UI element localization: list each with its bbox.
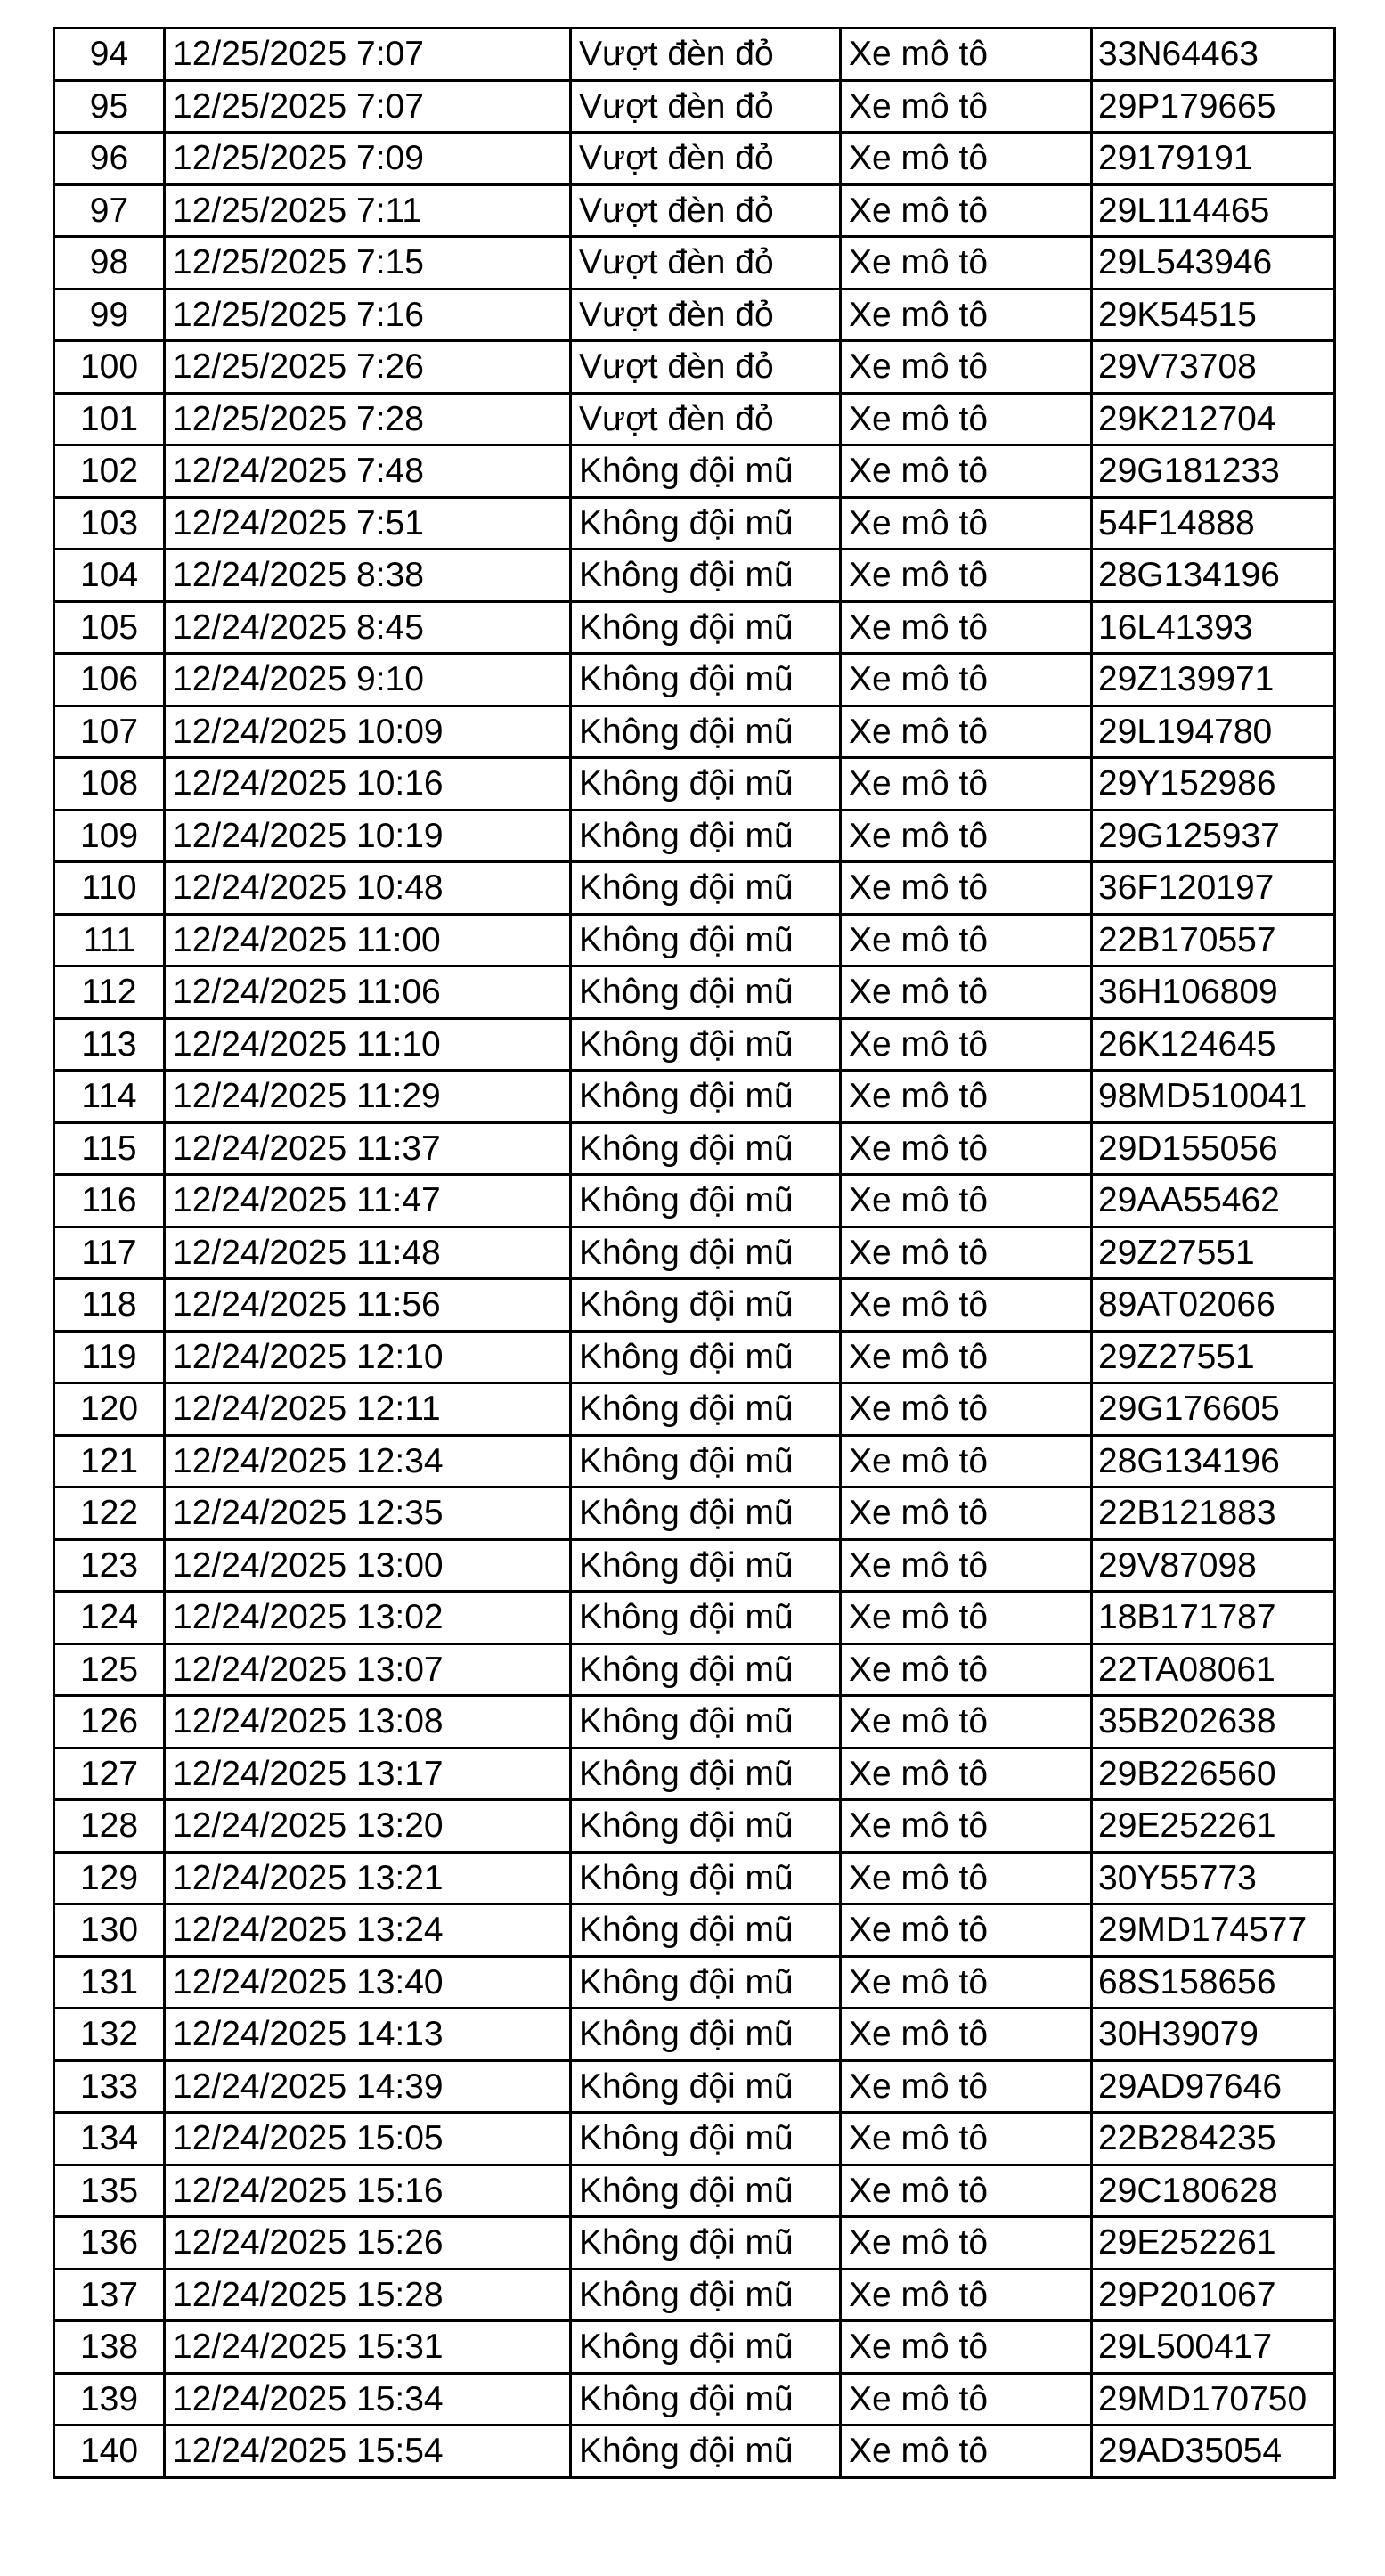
cell-datetime: 12/24/2025 12:34 [165, 1435, 571, 1488]
cell-license-plate: 22B170557 [1092, 914, 1335, 966]
cell-datetime: 12/24/2025 15:26 [165, 2217, 571, 2270]
cell-datetime: 12/24/2025 13:08 [165, 1696, 571, 1749]
table-row [54, 1592, 1335, 1644]
cell-violation: Không đội mũ [571, 2321, 841, 2374]
cell-vehicle-type: Xe mô tô [841, 966, 1092, 1019]
table-row [54, 2217, 1335, 2270]
cell-violation: Vượt đèn đỏ [571, 289, 841, 341]
table-row [54, 1904, 1335, 1957]
cell-vehicle-type: Xe mô tô [841, 1279, 1092, 1332]
table-row [54, 1279, 1335, 1332]
cell-stt: 132 [54, 2009, 165, 2061]
cell-vehicle-type: Xe mô tô [841, 1018, 1092, 1071]
cell-datetime: 12/24/2025 15:34 [165, 2373, 571, 2425]
cell-stt: 124 [54, 1592, 165, 1644]
cell-license-plate: 29L194780 [1092, 705, 1335, 758]
cell-vehicle-type: Xe mô tô [841, 705, 1092, 758]
cell-license-plate: 29C180628 [1092, 2164, 1335, 2217]
cell-stt: 116 [54, 1175, 165, 1227]
cell-violation: Không đội mũ [571, 705, 841, 758]
table-row [54, 654, 1335, 706]
cell-vehicle-type: Xe mô tô [841, 2269, 1092, 2321]
table-row [54, 289, 1335, 341]
cell-license-plate: 29D155056 [1092, 1122, 1335, 1175]
cell-violation: Không đội mũ [571, 1800, 841, 1853]
cell-datetime: 12/24/2025 13:07 [165, 1643, 571, 1696]
table-row [54, 1175, 1335, 1227]
cell-stt: 140 [54, 2425, 165, 2478]
table-row [54, 601, 1335, 654]
cell-license-plate: 29V73708 [1092, 341, 1335, 394]
cell-vehicle-type: Xe mô tô [841, 1071, 1092, 1123]
table-row [54, 2321, 1335, 2374]
cell-license-plate: 29P201067 [1092, 2269, 1335, 2321]
cell-stt: 98 [54, 237, 165, 289]
table-row [54, 810, 1335, 862]
cell-license-plate: 68S158656 [1092, 1956, 1335, 2009]
cell-violation: Không đội mũ [571, 2269, 841, 2321]
cell-stt: 118 [54, 1279, 165, 1332]
cell-datetime: 12/24/2025 12:11 [165, 1383, 571, 1436]
cell-datetime: 12/24/2025 14:13 [165, 2009, 571, 2061]
table-row [54, 2113, 1335, 2165]
cell-violation: Không đội mũ [571, 1071, 841, 1123]
cell-violation: Không đội mũ [571, 1592, 841, 1644]
cell-violation: Vượt đèn đỏ [571, 393, 841, 445]
cell-license-plate: 98MD510041 [1092, 1071, 1335, 1123]
cell-datetime: 12/24/2025 10:19 [165, 810, 571, 862]
cell-datetime: 12/24/2025 11:37 [165, 1122, 571, 1175]
cell-datetime: 12/24/2025 10:09 [165, 705, 571, 758]
cell-license-plate: 29Z139971 [1092, 654, 1335, 706]
table-row [54, 1435, 1335, 1488]
cell-license-plate: 28G134196 [1092, 550, 1335, 602]
cell-violation: Không đội mũ [571, 1488, 841, 1540]
cell-violation: Vượt đèn đỏ [571, 80, 841, 133]
table-row [54, 2060, 1335, 2113]
cell-stt: 99 [54, 289, 165, 341]
cell-vehicle-type: Xe mô tô [841, 80, 1092, 133]
cell-datetime: 12/24/2025 11:47 [165, 1175, 571, 1227]
cell-datetime: 12/25/2025 7:07 [165, 29, 571, 81]
table-row [54, 2009, 1335, 2061]
cell-vehicle-type: Xe mô tô [841, 1592, 1092, 1644]
cell-datetime: 12/24/2025 13:02 [165, 1592, 571, 1644]
cell-stt: 100 [54, 341, 165, 394]
cell-violation: Vượt đèn đỏ [571, 237, 841, 289]
table-row [54, 1852, 1335, 1904]
violations-table-body [54, 29, 1335, 2478]
table-row [54, 133, 1335, 185]
cell-violation: Không đội mũ [571, 1852, 841, 1904]
cell-datetime: 12/25/2025 7:11 [165, 184, 571, 237]
cell-license-plate: 22TA08061 [1092, 1643, 1335, 1696]
table-row [54, 445, 1335, 498]
cell-license-plate: 29K54515 [1092, 289, 1335, 341]
cell-violation: Không đội mũ [571, 966, 841, 1019]
cell-datetime: 12/24/2025 8:45 [165, 601, 571, 654]
cell-violation: Không đội mũ [571, 654, 841, 706]
cell-datetime: 12/24/2025 13:20 [165, 1800, 571, 1853]
cell-license-plate: 29V87098 [1092, 1539, 1335, 1592]
cell-violation: Không đội mũ [571, 1122, 841, 1175]
cell-datetime: 12/24/2025 15:31 [165, 2321, 571, 2374]
cell-license-plate: 18B171787 [1092, 1592, 1335, 1644]
cell-vehicle-type: Xe mô tô [841, 133, 1092, 185]
cell-license-plate: 29AA55462 [1092, 1175, 1335, 1227]
cell-license-plate: 33N64463 [1092, 29, 1335, 81]
cell-license-plate: 29E252261 [1092, 2217, 1335, 2270]
cell-vehicle-type: Xe mô tô [841, 914, 1092, 966]
cell-stt: 113 [54, 1018, 165, 1071]
cell-license-plate: 29G181233 [1092, 445, 1335, 498]
cell-license-plate: 29AD97646 [1092, 2060, 1335, 2113]
cell-vehicle-type: Xe mô tô [841, 393, 1092, 445]
cell-license-plate: 22B284235 [1092, 2113, 1335, 2165]
cell-license-plate: 36F120197 [1092, 862, 1335, 915]
table-row [54, 237, 1335, 289]
cell-datetime: 12/24/2025 13:40 [165, 1956, 571, 2009]
table-row [54, 1956, 1335, 2009]
cell-datetime: 12/24/2025 13:24 [165, 1904, 571, 1957]
cell-datetime: 12/25/2025 7:16 [165, 289, 571, 341]
table-row [54, 550, 1335, 602]
cell-vehicle-type: Xe mô tô [841, 550, 1092, 602]
cell-stt: 106 [54, 654, 165, 706]
cell-vehicle-type: Xe mô tô [841, 341, 1092, 394]
cell-license-plate: 89AT02066 [1092, 1279, 1335, 1332]
cell-datetime: 12/25/2025 7:09 [165, 133, 571, 185]
cell-vehicle-type: Xe mô tô [841, 1435, 1092, 1488]
cell-violation: Không đội mũ [571, 810, 841, 862]
cell-datetime: 12/24/2025 10:48 [165, 862, 571, 915]
cell-datetime: 12/25/2025 7:26 [165, 341, 571, 394]
cell-violation: Không đội mũ [571, 2060, 841, 2113]
violations-table [53, 27, 1336, 2479]
cell-violation: Không đội mũ [571, 445, 841, 498]
cell-datetime: 12/24/2025 15:05 [165, 2113, 571, 2165]
cell-license-plate: 29E252261 [1092, 1800, 1335, 1853]
cell-license-plate: 30H39079 [1092, 2009, 1335, 2061]
cell-vehicle-type: Xe mô tô [841, 862, 1092, 915]
cell-vehicle-type: Xe mô tô [841, 1331, 1092, 1383]
cell-stt: 101 [54, 393, 165, 445]
cell-vehicle-type: Xe mô tô [841, 1539, 1092, 1592]
cell-vehicle-type: Xe mô tô [841, 289, 1092, 341]
cell-stt: 110 [54, 862, 165, 915]
cell-datetime: 12/25/2025 7:07 [165, 80, 571, 133]
cell-license-plate: 29AD35054 [1092, 2425, 1335, 2478]
table-row [54, 2269, 1335, 2321]
cell-stt: 127 [54, 1748, 165, 1800]
cell-stt: 131 [54, 1956, 165, 2009]
cell-datetime: 12/25/2025 7:28 [165, 393, 571, 445]
cell-violation: Không đội mũ [571, 758, 841, 811]
table-row [54, 1331, 1335, 1383]
cell-license-plate: 35B202638 [1092, 1696, 1335, 1749]
table-row [54, 1383, 1335, 1436]
cell-stt: 121 [54, 1435, 165, 1488]
table-row [54, 184, 1335, 237]
cell-license-plate: 16L41393 [1092, 601, 1335, 654]
cell-vehicle-type: Xe mô tô [841, 1956, 1092, 2009]
cell-violation: Không đội mũ [571, 1175, 841, 1227]
cell-violation: Không đội mũ [571, 1435, 841, 1488]
cell-vehicle-type: Xe mô tô [841, 758, 1092, 811]
cell-stt: 120 [54, 1383, 165, 1436]
cell-vehicle-type: Xe mô tô [841, 497, 1092, 550]
table-row [54, 1018, 1335, 1071]
cell-datetime: 12/24/2025 7:51 [165, 497, 571, 550]
cell-violation: Không đội mũ [571, 1331, 841, 1383]
cell-vehicle-type: Xe mô tô [841, 2217, 1092, 2270]
table-row [54, 705, 1335, 758]
table-row [54, 497, 1335, 550]
cell-datetime: 12/24/2025 15:54 [165, 2425, 571, 2478]
cell-vehicle-type: Xe mô tô [841, 1383, 1092, 1436]
cell-stt: 133 [54, 2060, 165, 2113]
cell-vehicle-type: Xe mô tô [841, 810, 1092, 862]
cell-stt: 136 [54, 2217, 165, 2270]
cell-violation: Không đội mũ [571, 862, 841, 915]
cell-license-plate: 29L500417 [1092, 2321, 1335, 2374]
cell-stt: 134 [54, 2113, 165, 2165]
cell-stt: 94 [54, 29, 165, 81]
cell-stt: 122 [54, 1488, 165, 1540]
cell-stt: 139 [54, 2373, 165, 2425]
cell-vehicle-type: Xe mô tô [841, 2373, 1092, 2425]
cell-stt: 138 [54, 2321, 165, 2374]
cell-stt: 111 [54, 914, 165, 966]
cell-datetime: 12/24/2025 15:28 [165, 2269, 571, 2321]
cell-datetime: 12/24/2025 13:21 [165, 1852, 571, 1904]
cell-license-plate: 29MD170750 [1092, 2373, 1335, 2425]
cell-license-plate: 29Z27551 [1092, 1227, 1335, 1279]
cell-vehicle-type: Xe mô tô [841, 601, 1092, 654]
cell-license-plate: 29L114465 [1092, 184, 1335, 237]
cell-license-plate: 29L543946 [1092, 237, 1335, 289]
table-row [54, 914, 1335, 966]
table-row [54, 393, 1335, 445]
cell-datetime: 12/24/2025 12:35 [165, 1488, 571, 1540]
cell-vehicle-type: Xe mô tô [841, 1852, 1092, 1904]
cell-violation: Không đội mũ [571, 1227, 841, 1279]
table-row [54, 29, 1335, 81]
cell-stt: 128 [54, 1800, 165, 1853]
cell-stt: 117 [54, 1227, 165, 1279]
cell-stt: 123 [54, 1539, 165, 1592]
cell-stt: 125 [54, 1643, 165, 1696]
cell-violation: Không đội mũ [571, 1279, 841, 1332]
cell-license-plate: 26K124645 [1092, 1018, 1335, 1071]
cell-license-plate: 29B226560 [1092, 1748, 1335, 1800]
cell-datetime: 12/24/2025 13:17 [165, 1748, 571, 1800]
cell-stt: 104 [54, 550, 165, 602]
table-row [54, 966, 1335, 1019]
cell-stt: 95 [54, 80, 165, 133]
cell-stt: 114 [54, 1071, 165, 1123]
cell-vehicle-type: Xe mô tô [841, 2009, 1092, 2061]
cell-vehicle-type: Xe mô tô [841, 654, 1092, 706]
table-row [54, 2425, 1335, 2478]
cell-vehicle-type: Xe mô tô [841, 1643, 1092, 1696]
cell-stt: 119 [54, 1331, 165, 1383]
cell-datetime: 12/24/2025 10:16 [165, 758, 571, 811]
cell-violation: Không đội mũ [571, 2217, 841, 2270]
table-row [54, 80, 1335, 133]
cell-vehicle-type: Xe mô tô [841, 1748, 1092, 1800]
cell-datetime: 12/24/2025 8:38 [165, 550, 571, 602]
cell-license-plate: 36H106809 [1092, 966, 1335, 1019]
cell-stt: 130 [54, 1904, 165, 1957]
cell-violation: Không đội mũ [571, 2009, 841, 2061]
cell-stt: 135 [54, 2164, 165, 2217]
cell-datetime: 12/25/2025 7:15 [165, 237, 571, 289]
cell-datetime: 12/24/2025 11:10 [165, 1018, 571, 1071]
cell-violation: Không đội mũ [571, 2164, 841, 2217]
cell-vehicle-type: Xe mô tô [841, 1904, 1092, 1957]
cell-vehicle-type: Xe mô tô [841, 1800, 1092, 1853]
cell-violation: Vượt đèn đỏ [571, 341, 841, 394]
cell-violation: Không đội mũ [571, 914, 841, 966]
cell-stt: 129 [54, 1852, 165, 1904]
table-row [54, 341, 1335, 394]
cell-violation: Không đội mũ [571, 1643, 841, 1696]
cell-violation: Không đội mũ [571, 2373, 841, 2425]
cell-vehicle-type: Xe mô tô [841, 1175, 1092, 1227]
cell-license-plate: 29Z27551 [1092, 1331, 1335, 1383]
cell-license-plate: 22B121883 [1092, 1488, 1335, 1540]
cell-stt: 115 [54, 1122, 165, 1175]
cell-stt: 137 [54, 2269, 165, 2321]
cell-stt: 96 [54, 133, 165, 185]
cell-datetime: 12/24/2025 15:16 [165, 2164, 571, 2217]
cell-vehicle-type: Xe mô tô [841, 1227, 1092, 1279]
cell-datetime: 12/24/2025 13:00 [165, 1539, 571, 1592]
cell-stt: 102 [54, 445, 165, 498]
cell-violation: Không đội mũ [571, 1018, 841, 1071]
cell-license-plate: 29G176605 [1092, 1383, 1335, 1436]
cell-violation: Không đội mũ [571, 1904, 841, 1957]
cell-vehicle-type: Xe mô tô [841, 445, 1092, 498]
cell-vehicle-type: Xe mô tô [841, 2425, 1092, 2478]
cell-license-plate: 29K212704 [1092, 393, 1335, 445]
cell-stt: 107 [54, 705, 165, 758]
cell-license-plate: 30Y55773 [1092, 1852, 1335, 1904]
cell-license-plate: 29Y152986 [1092, 758, 1335, 811]
cell-license-plate: 29P179665 [1092, 80, 1335, 133]
table-row [54, 1488, 1335, 1540]
cell-stt: 109 [54, 810, 165, 862]
table-row [54, 1071, 1335, 1123]
cell-violation: Vượt đèn đỏ [571, 184, 841, 237]
table-row [54, 758, 1335, 811]
cell-datetime: 12/24/2025 11:56 [165, 1279, 571, 1332]
cell-vehicle-type: Xe mô tô [841, 2060, 1092, 2113]
cell-violation: Không đội mũ [571, 601, 841, 654]
cell-violation: Không đội mũ [571, 497, 841, 550]
cell-stt: 97 [54, 184, 165, 237]
cell-vehicle-type: Xe mô tô [841, 1696, 1092, 1749]
cell-vehicle-type: Xe mô tô [841, 29, 1092, 81]
cell-datetime: 12/24/2025 11:48 [165, 1227, 571, 1279]
cell-license-plate: 54F14888 [1092, 497, 1335, 550]
cell-vehicle-type: Xe mô tô [841, 1122, 1092, 1175]
table-row [54, 1643, 1335, 1696]
cell-stt: 126 [54, 1696, 165, 1749]
cell-stt: 105 [54, 601, 165, 654]
table-row [54, 1122, 1335, 1175]
cell-violation: Không đội mũ [571, 1748, 841, 1800]
cell-vehicle-type: Xe mô tô [841, 2321, 1092, 2374]
table-row [54, 2373, 1335, 2425]
table-row [54, 862, 1335, 915]
cell-license-plate: 29MD174577 [1092, 1904, 1335, 1957]
cell-datetime: 12/24/2025 11:00 [165, 914, 571, 966]
cell-license-plate: 29G125937 [1092, 810, 1335, 862]
table-row [54, 1800, 1335, 1853]
cell-stt: 112 [54, 966, 165, 1019]
cell-datetime: 12/24/2025 7:48 [165, 445, 571, 498]
cell-datetime: 12/24/2025 11:29 [165, 1071, 571, 1123]
cell-license-plate: 28G134196 [1092, 1435, 1335, 1488]
table-row [54, 1696, 1335, 1749]
cell-violation: Không đội mũ [571, 550, 841, 602]
table-row [54, 1227, 1335, 1279]
cell-datetime: 12/24/2025 9:10 [165, 654, 571, 706]
cell-violation: Vượt đèn đỏ [571, 29, 841, 81]
cell-violation: Không đội mũ [571, 2425, 841, 2478]
table-row [54, 1748, 1335, 1800]
table-row [54, 2164, 1335, 2217]
cell-vehicle-type: Xe mô tô [841, 237, 1092, 289]
cell-datetime: 12/24/2025 14:39 [165, 2060, 571, 2113]
cell-violation: Không đội mũ [571, 1383, 841, 1436]
cell-violation: Vượt đèn đỏ [571, 133, 841, 185]
cell-license-plate: 29179191 [1092, 133, 1335, 185]
cell-datetime: 12/24/2025 11:06 [165, 966, 571, 1019]
cell-stt: 108 [54, 758, 165, 811]
cell-violation: Không đội mũ [571, 2113, 841, 2165]
cell-datetime: 12/24/2025 12:10 [165, 1331, 571, 1383]
cell-vehicle-type: Xe mô tô [841, 2113, 1092, 2165]
cell-stt: 103 [54, 497, 165, 550]
cell-violation: Không đội mũ [571, 1696, 841, 1749]
cell-vehicle-type: Xe mô tô [841, 1488, 1092, 1540]
cell-vehicle-type: Xe mô tô [841, 2164, 1092, 2217]
table-row [54, 1539, 1335, 1592]
cell-violation: Không đội mũ [571, 1539, 841, 1592]
cell-violation: Không đội mũ [571, 1956, 841, 2009]
cell-vehicle-type: Xe mô tô [841, 184, 1092, 237]
